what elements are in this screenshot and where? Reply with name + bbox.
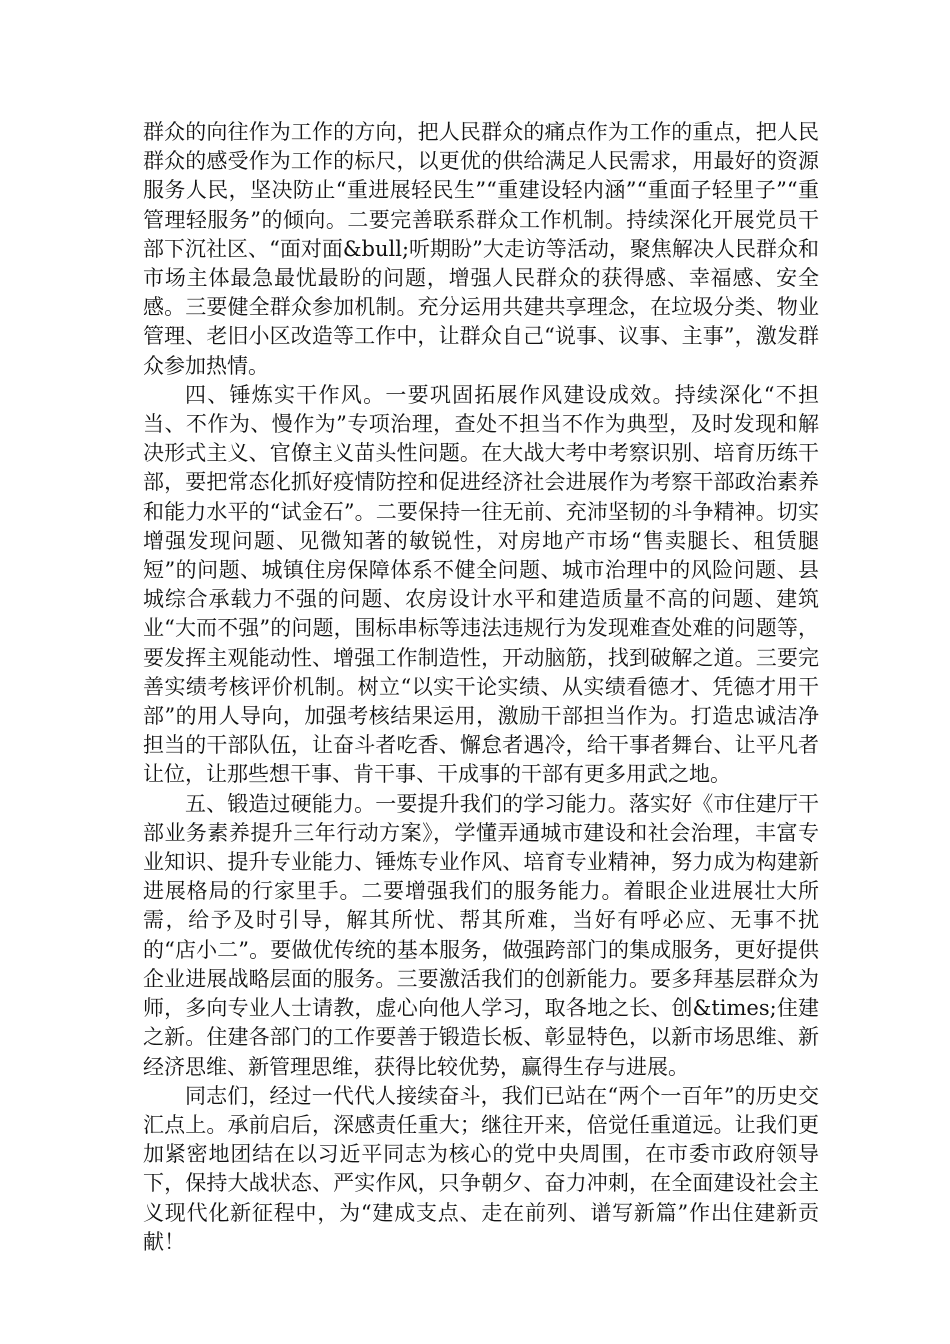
paragraph-continuation: 群众的向往作为工作的方向，把人民群众的痛点作为工作的重点，把人民群众的感受作为工作的标尺，以更优的供给满足人民需求，用最好的资源服务人民，坚决防止“重进展轻民生”“重建设轻内涵”“重面子轻里子”“重管理轻服务”的倾向。二要完善联系群众工作机制。持续深化开展党员干部下沉社区、“面对面&bull;听期盼”大走访等活动，聚焦解决人民群众和市场主体最急最忧最盼的问题，增强人民群众的获得感、幸福感、安全感。三要健全群众参加机制。充分运用共建共享理念，在垃圾分类、物业管理、老旧小区改造等工作中，让群众自己“说事、议事、主事”，激发群众参加热情。	[143, 120, 819, 378]
paragraph-section-four: 四、锤炼实干作风。一要巩固拓展作风建设成效。持续深化“不担当、不作为、慢作为”专项治理，查处不担当不作为典型，及时发现和解决形式主义、官僚主义苗头性问题。在大战大考中考察识别、培育历练干部，要把常态化抓好疫情防控和促进经济社会进展作为考察干部政治素养和能力水平的“试金石”。二要保持一往无前、充沛坚韧的斗争精神。切实增强发现问题、见微知著的敏锐性，对房地产市场“售卖腿长、租赁腿短”的问题、城镇住房保障体系不健全问题、城市治理中的风险问题、县城综合承载力不强的问题、农房设计水平和建造质量不高的问题、建筑业“大而不强”的问题，围标串标等违法违规行为发现难查处难的问题等，要发挥主观能动性、增强工作制造性，开动脑筋，找到破解之道。三要完善实绩考核评价机制。树立“以实干论实绩、从实绩看德才、凭德才用干部”的用人导向，加强考核结果运用，激励干部担当作为。打造忠诚洁净担当的干部队伍，让奋斗者吃香、懈怠者遇冷，给干事者舞台、让平凡者让位，让那些想干事、肯干事、干成事的干部有更多用武之地。	[143, 382, 819, 787]
paragraph-section-five: 五、锻造过硬能力。一要提升我们的学习能力。落实好《市住建厅干部业务素养提升三年行动方案》，学懂弄通城市建设和社会治理，丰富专业知识、提升专业能力、锤炼专业作风、培育专业精神，努力成为构建新进展格局的行家里手。二要增强我们的服务能力。着眼企业进展壮大所需，给予及时引导，解其所忧、帮其所难，当好有呼必应、无事不扰的“店小二”。要做优传统的基本服务，做强跨部门的集成服务，更好提供企业进展战略层面的服务。三要激活我们的创新能力。要多拜基层群众为师，多向专业人士请教，虚心向他人学习，取各地之长、创&times;住建之新。住建各部门的工作要善于锻造长板、彰显特色，以新市场思维、新经济思维、新管理思维，获得比较优势，赢得生存与进展。	[143, 791, 819, 1079]
paragraph-closing: 同志们，经过一代代人接续奋斗，我们已站在“两个一百年”的历史交汇点上。承前启后，深感责任重大；继往开来，倍觉任重道远。让我们更加紧密地团结在以习近平同志为核心的党中央周围，在市委市政府领导下，保持大战状态、严实作风，只争朝夕、奋力冲刺，在全面建设社会主义现代化新征程中，为“建成支点、走在前列、谱写新篇”作出住建新贡献！	[143, 1083, 819, 1254]
document-body	[143, 118, 819, 1257]
